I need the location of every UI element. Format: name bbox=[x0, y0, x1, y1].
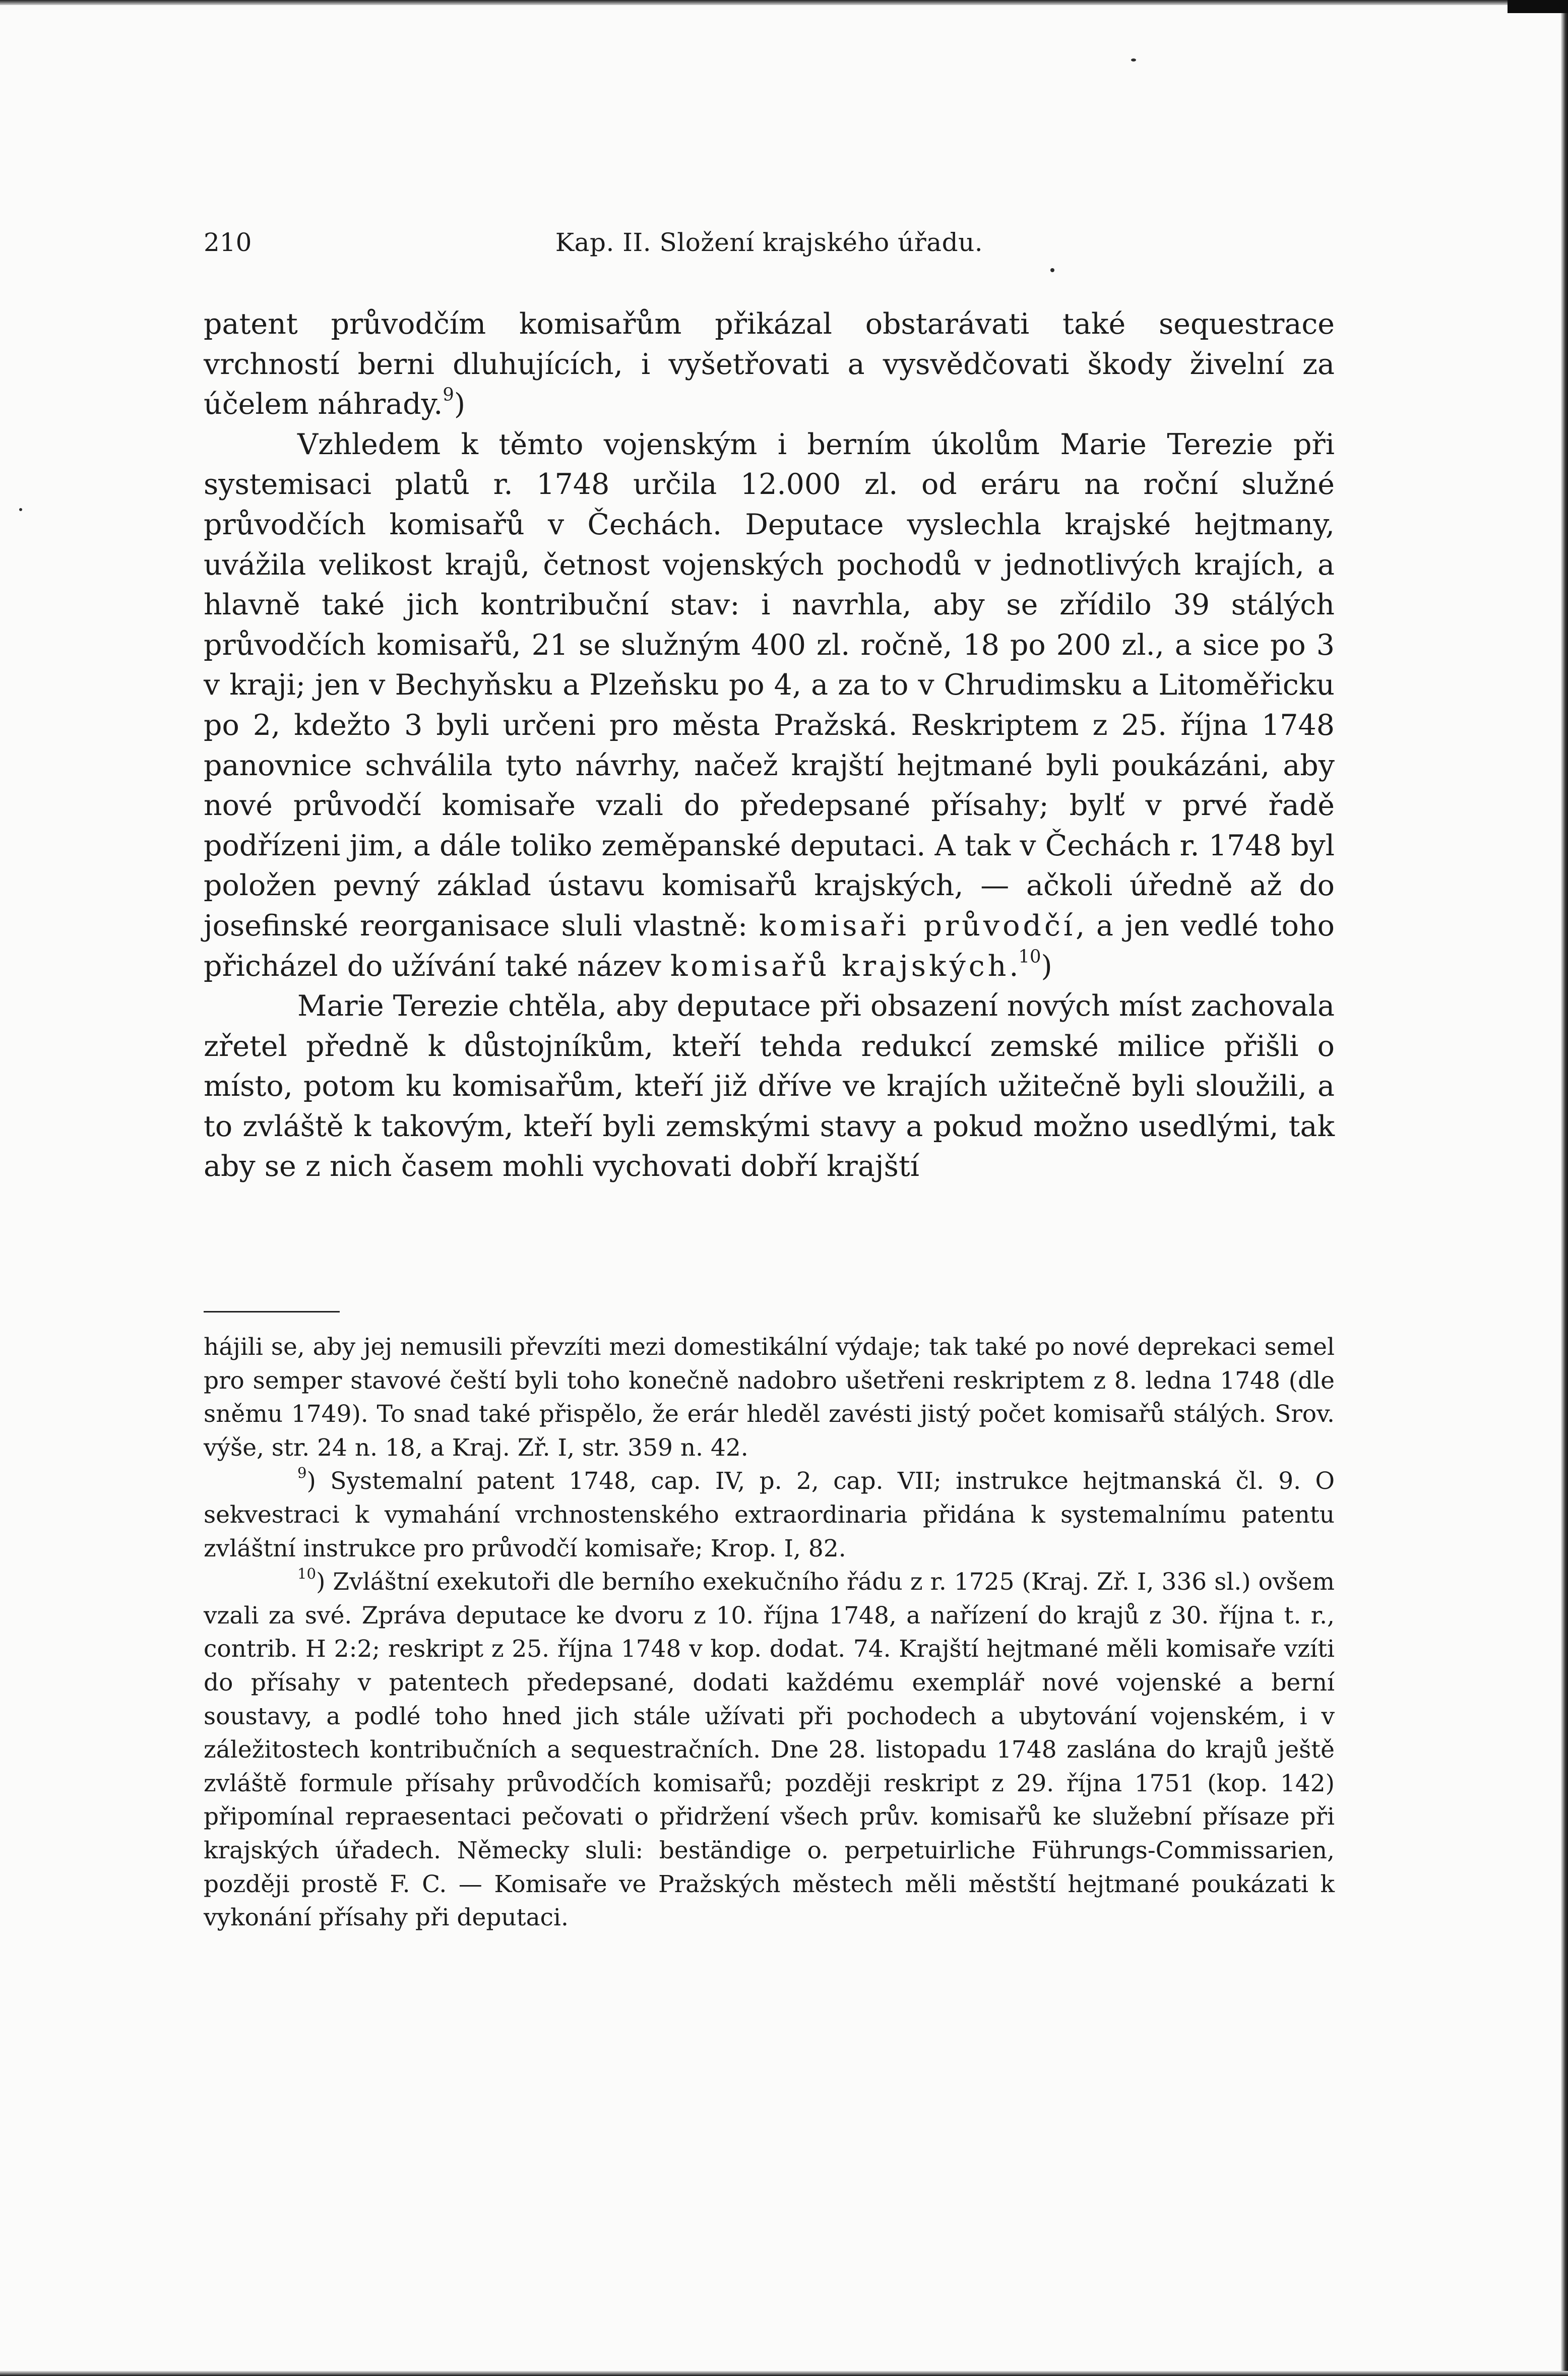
paragraph-3: Marie Terezie chtěla, aby deputace při obsazení nových míst zachovala zřetel předně k důstojníkům, kteří tehda redukcí zemské milice přišli o místo, potom ku komisařům, kteří již dříve ve krajích užitečně byli sloužili, a to zvláště k takovým, kteří byli zemskými stavy a pokud možno usedlými, tak aby se z nich časem mohli vychovati dobří krajští bbox=[204, 989, 1335, 1183]
dust-speck bbox=[19, 508, 22, 511]
scan-corner bbox=[1508, 0, 1568, 13]
scan-edge-right bbox=[1561, 0, 1568, 2376]
footnote-ref-9[interactable]: 9 bbox=[443, 384, 454, 405]
running-title: Kap. II. Složení krajského úřadu. bbox=[555, 228, 983, 257]
footnotes bbox=[204, 1331, 1335, 1935]
footnote-10-marker: 10 bbox=[297, 1565, 317, 1583]
term-komisaru-krajskych: komisařů krajských bbox=[670, 949, 1010, 983]
footnote-ref-10[interactable]: 10 bbox=[1018, 946, 1041, 967]
paragraph-1-close: ) bbox=[454, 388, 466, 421]
footnote-continuation: hájili se, aby jej nemusili převzíti mezi domestikální výdaje; tak také po nové deprekaci semel pro semper stavové čeští byli toho konečně nadobro ušetřeni reskriptem z 8. ledna 1748 (dle sněmu 1749). To snad také přispělo, že erár hleděl zavésti jistý počet komisařů stálých. Srov. výše, str. 24 n. 18, a Kraj. Zř. I, str. 359 n. 42. bbox=[204, 1333, 1335, 1462]
page-number: 210 bbox=[204, 228, 252, 257]
term-komisari-pruvodci: komisaři průvodčí bbox=[759, 909, 1076, 943]
dust-speck bbox=[1050, 268, 1054, 272]
running-header bbox=[204, 228, 1335, 263]
dust-speck bbox=[1131, 58, 1136, 61]
paragraph-2 bbox=[204, 425, 1335, 986]
scan-edge-top bbox=[0, 0, 1568, 5]
paragraph-1 bbox=[204, 304, 1335, 425]
paragraph-2-close: ) bbox=[1041, 949, 1052, 983]
footnote-9 bbox=[204, 1465, 1335, 1566]
paragraph-1-text: patent průvodčím komisařům přikázal obstarávati také sequestrace vrchností berni dluhujících, i vyšetřovati a vysvědčovati škody živelní za účelem náhrady. bbox=[204, 307, 1335, 421]
footnote-9-text: ) Systemalní patent 1748, cap. IV, p. 2, cap. VII; instrukce hejtmanská čl. 9. O sekvestraci k vymahání vrchnostenského extraordinaria přidána k systemalnímu patentu zvláštní instrukce pro průvodčí komisaře; Krop. I, 82. bbox=[204, 1467, 1335, 1562]
footnote-10-text: ) Zvláštní exekutoři dle berního exekučního řádu z r. 1725 (Kraj. Zř. I, 336 sl.) ovšem vzali za své. Zpráva deputace ke dvoru z 10. října 1748, a nařízení do krajů z 30. října t. r., contrib. H 2:2; reskript z 25. října 1748 v kop. dodat. 74. Krajští hejtmané měli komisaře vzíti do přísahy v patentech předepsané, dodati každému exemplář nové vojenské a berní soustavy, a podlé toho hned jich stále užívati při pochodech a ubytování vojenském, i v záležitostech kontribučních a sequestračních. Dne 28. listopadu 1748 zaslána do krajů ještě zvláště formule přísahy průvodčích komisařů; později reskript z 29. října 1751 (kop. 142) připomínal repraesentaci pečovati o přidržení všech prův. komisařů ke služební přísaze při krajských úřadech. Německy sluli: beständige o. perpetuirliche Führungs-Commissarien, později prostě F. C. — Komisaře ve Pražských městech měli městští hejtmané poukázati k vykonání přísahy při deputaci. bbox=[204, 1568, 1335, 1932]
scan-edge-bottom bbox=[0, 2371, 1568, 2376]
footnote-10 bbox=[204, 1566, 1335, 1935]
paragraph-2-text-3: . bbox=[1009, 949, 1019, 983]
footnote-divider bbox=[204, 1311, 340, 1312]
paragraph-2-text-1: Vzhledem k těmto vojenským i berním úkolům Marie Terezie při systemisaci platů r. 1748 určila 12.000 zl. od eráru na roční služné průvodčích komisařů v Čechách. Deputace vyslechla krajské hejtmany, uvážila velikost krajů, četnost vojenských pochodů v jednotlivých krajích, a hlavně také jich kontribuční stav: i navrhla, aby se zřídilo 39 stálých průvodčích komisařů, 21 se služným 400 zl. ročně, 18 po 200 zl., a sice po 3 v kraji; jen v Bechyňsku a Plzeňsku po 4, a za to v Chrudimsku a Litoměřicku po 2, kdežto 3 byli určeni pro města Pražská. Reskriptem z 25. října 1748 panovnice schválila tyto návrhy, načež krajští hejtmané byli poukázáni, aby nové průvodčí komisaře vzali do předepsané přísahy; bylť v prvé řadě podřízeni jim, a dále toliko zeměpanské deputaci. A tak v Čechách r. 1748 byl položen pevný základ ústavu komisařů krajských, — ačkoli úředně až do josefinské reorganisace sluli vlastně: bbox=[204, 427, 1335, 943]
main-text bbox=[204, 304, 1335, 1187]
footnote-9-marker: 9 bbox=[297, 1464, 307, 1482]
paragraph-2-text-2: , a jen vedlé toho přicházel do užívání také název bbox=[204, 909, 1335, 983]
